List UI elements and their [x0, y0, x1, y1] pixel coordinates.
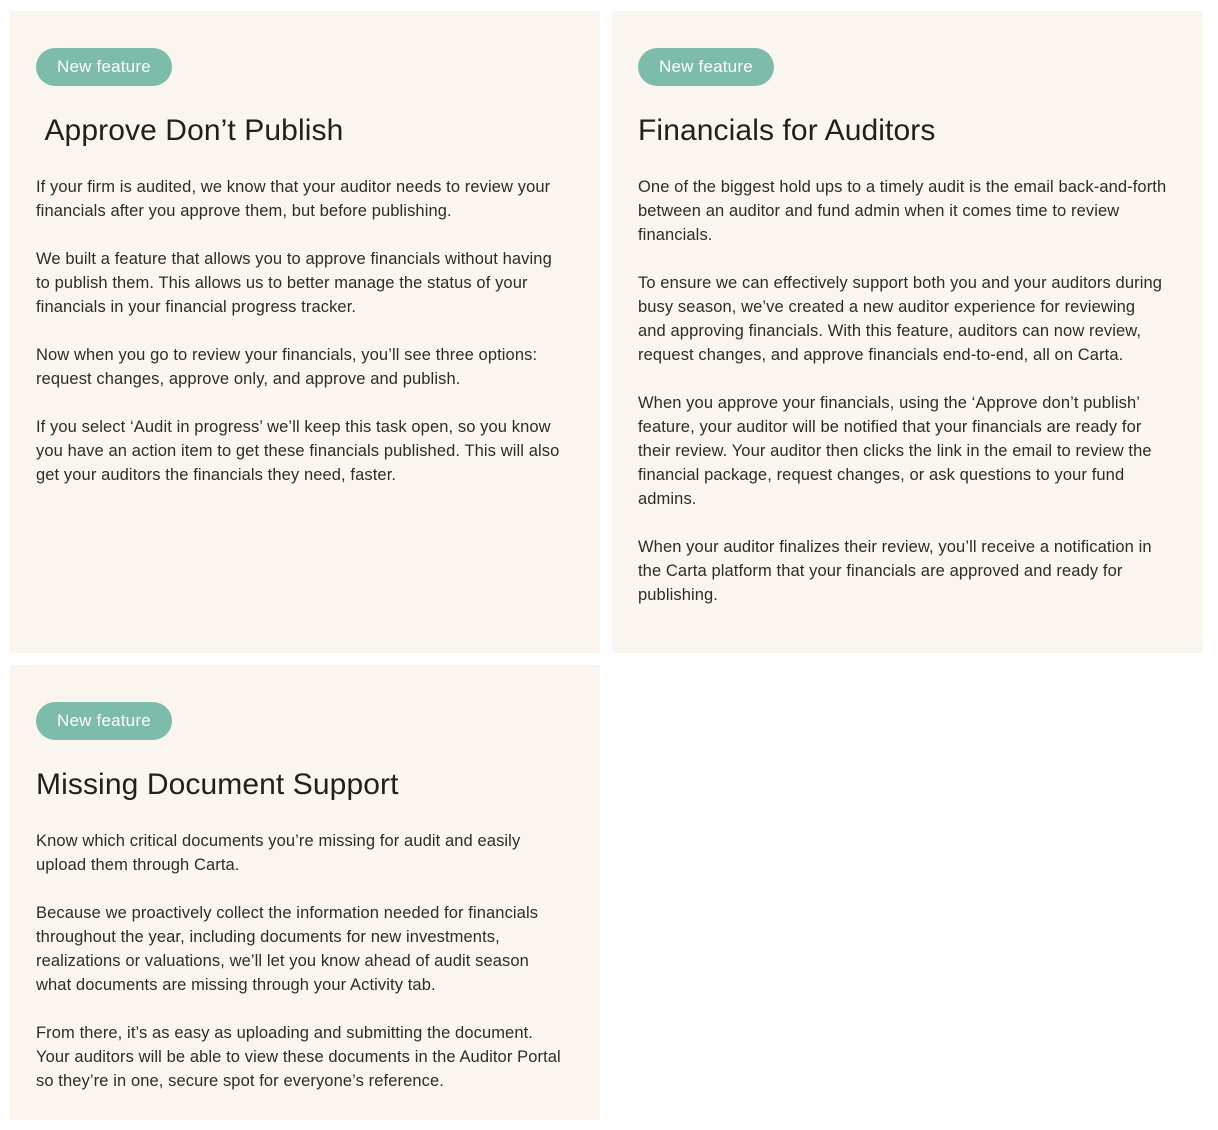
feature-card-missing-document-support [10, 665, 600, 1120]
card-title-financials-for-auditors: Financials for Auditors [638, 114, 936, 147]
paragraph: Know which critical documents you’re missing for audit and easily upload them through Carta. [36, 832, 525, 875]
feature-cards-grid [10, 11, 1203, 1120]
feature-card-approve-dont-publish [10, 11, 600, 653]
paragraph: One of the biggest hold ups to a timely audit is the email back-and-forth between an auditor and fund admin when it comes time to review financials. [638, 178, 1171, 245]
paragraph: To ensure we can effectively support both you and your auditors during busy season, we’ve created a new auditor experience for reviewing and approving financials. With this feature, auditors can now review, request changes, and approve financials end-to-end, all on Carta. [638, 274, 1167, 365]
paragraph: If your firm is audited, we know that your auditor needs to review your financials after you approve them, but before publishing. [36, 178, 555, 221]
paragraph: We built a feature that allows you to approve financials without having to publish them. This allows us to better manage the status of your financials in your financial progress tracker. [36, 250, 557, 317]
new-feature-badge: New feature [36, 702, 172, 740]
paragraph: Because we proactively collect the information needed for financials throughout the year, including documents for new investments, realizations or valuations, we’ll let you know ahead of audit season what documents are missing through your Activity tab. [36, 904, 543, 995]
paragraph: From there, it’s as easy as uploading and submitting the document. Your auditors will be able to view these documents in the Auditor Portal so they’re in one, secure spot for everyone’s reference. [36, 1024, 566, 1091]
paragraph: If you select ‘Audit in progress’ we’ll keep this task open, so you know you have an action item to get these financials published. This will also get your auditors the financials they need, faster. [36, 418, 565, 485]
paragraph: When your auditor finalizes their review, you’ll receive a notification in the Carta platform that your financials are approved and ready for publishing. [638, 538, 1157, 605]
card-title-approve-dont-publish: Approve Don’t Publish [36, 114, 344, 147]
paragraph: When you approve your financials, using the ‘Approve don’t publish’ feature, your auditor will be notified that your financials are ready for their review. Your auditor then clicks the link in the email to review the financial package, request changes, or ask questions to your fund admins. [638, 394, 1157, 509]
feature-card-financials-for-auditors [612, 11, 1203, 653]
paragraph: Now when you go to review your financials, you’ll see three options: request changes, approve only, and approve and publish. [36, 346, 542, 389]
new-feature-badge: New feature [36, 48, 172, 86]
card-title-missing-document-support: Missing Document Support [36, 768, 399, 801]
new-feature-badge: New feature [638, 48, 774, 86]
